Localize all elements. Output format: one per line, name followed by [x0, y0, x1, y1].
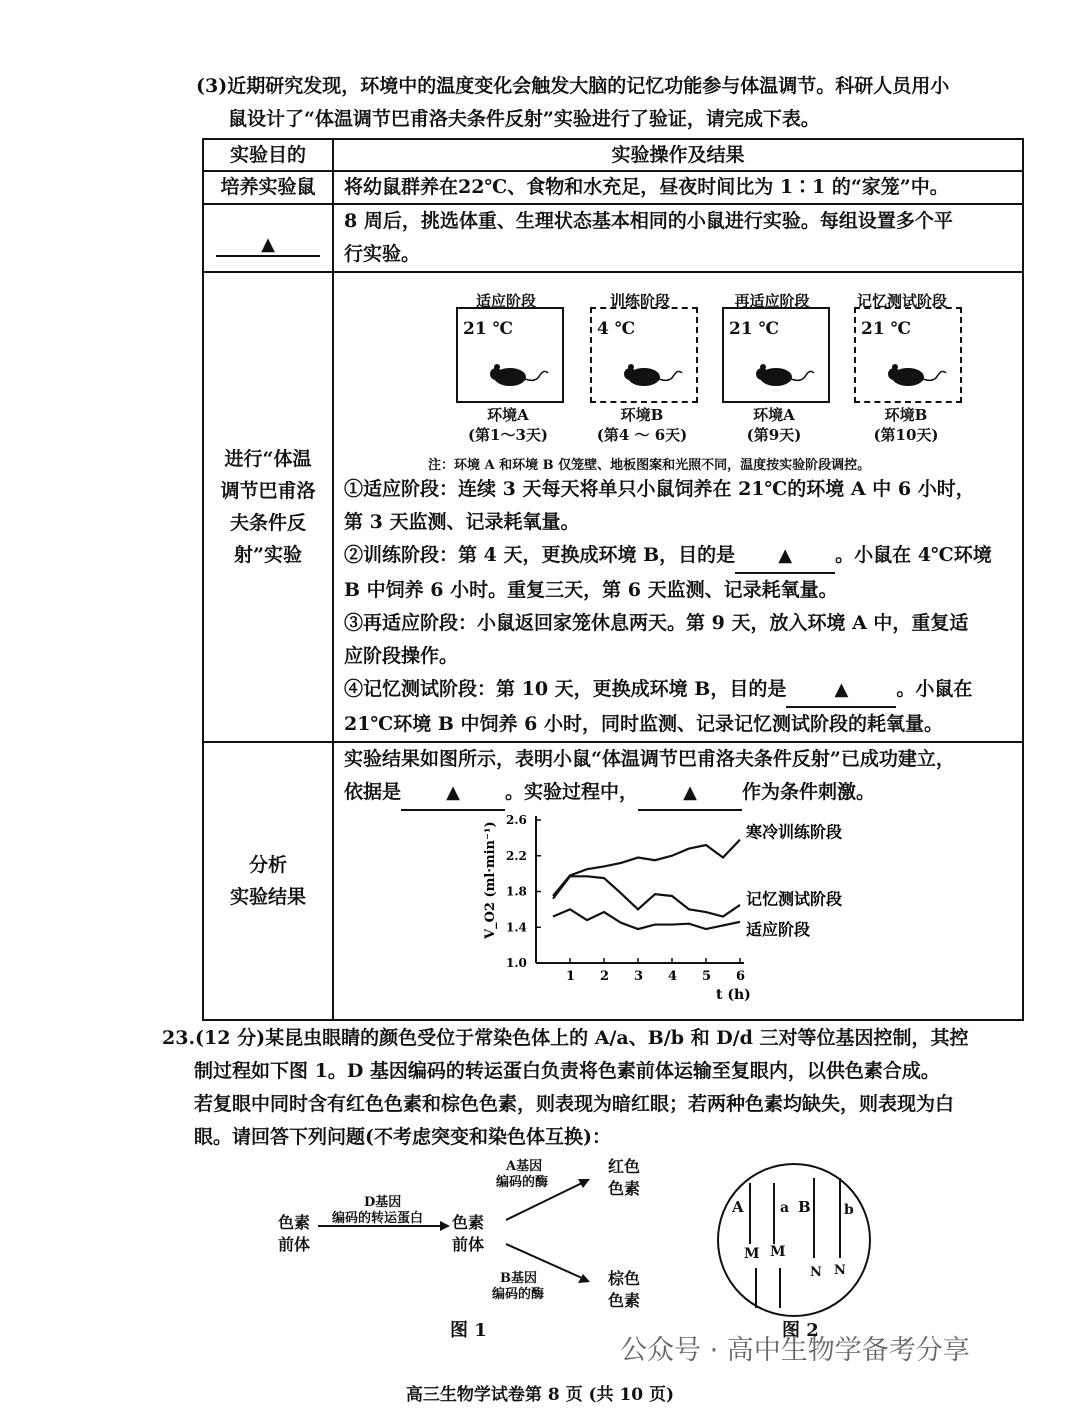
mouse-icon	[886, 361, 948, 389]
stage-temp: 4 ℃	[597, 319, 636, 339]
oxygen-chart	[474, 813, 894, 1013]
figure-1	[260, 1150, 680, 1350]
row4-purpose-l2: 实验结果	[229, 886, 306, 908]
stage-box-2	[590, 307, 698, 403]
stage-box-3	[722, 307, 830, 403]
series-line	[553, 876, 740, 916]
gene-B: B	[798, 1198, 811, 1216]
row2-purpose-blank[interactable]	[203, 204, 333, 272]
page-footer: 高三生物学试卷第 8 页 (共 10 页)	[405, 1385, 675, 1405]
mouse-icon	[622, 361, 684, 389]
x-tick-label: 6	[736, 969, 746, 984]
fig1-upper-label-1: A基因	[506, 1159, 543, 1174]
gene-M2: M	[770, 1244, 786, 1260]
row1-ops: 将幼鼠群养在22℃、食物和水充足，昼夜时间比为 1∶1 的“家笼”中。	[333, 171, 1023, 204]
question-3-intro	[196, 70, 1046, 136]
step4-line2: 21℃环境 B 中饲养 6 小时，同时监测、记录记忆测试阶段的耗氧量。	[344, 713, 943, 735]
fig1-left-node-1: 色素	[278, 1213, 311, 1232]
step3-line2: 应阶段操作。	[344, 645, 459, 667]
q3-line1: (3)近期研究发现，环境中的温度变化会触发大脑的记忆功能参与体温调节。科研人员用小	[196, 75, 950, 97]
fig1-brown-1: 棕色	[608, 1269, 641, 1288]
fig1-caption: 图 1	[450, 1320, 487, 1341]
fig1-red-2: 色素	[608, 1179, 641, 1198]
answer-blank[interactable]: ▲	[401, 776, 505, 811]
y-tick-label: 1.4	[506, 920, 527, 935]
step1-line2: 第 3 天监测、记录耗氧量。	[344, 511, 580, 533]
mouse-icon	[754, 361, 816, 389]
figure-2	[712, 1158, 882, 1343]
q23-line1: 23.(12 分)某昆虫眼睛的颜色受位于常染色体上的 A/a、B/b 和 D/d 三对等位基因控制，其控	[162, 1027, 969, 1049]
fig1-red-1: 红色	[608, 1157, 641, 1176]
answer-blank[interactable]: ▲	[735, 539, 835, 574]
stage-title: 适应阶段	[475, 292, 536, 310]
stage-env: 环境B (第4 ～ 6天)	[596, 406, 688, 444]
watermark: 公众号 · 高中生物学备考分享	[620, 1335, 970, 1366]
q23-line3: 若复眼中同时含有红色色素和棕色色素，则表现为暗红眼；若两种色素均缺失，则表现为白	[194, 1093, 955, 1115]
y-tick-label: 1.0	[506, 956, 527, 970]
x-tick-label: 2	[600, 969, 610, 984]
stage-title: 训练阶段	[609, 292, 670, 310]
y-axis-label: V_O2 (ml·min⁻¹)	[483, 821, 498, 939]
row4-ops	[333, 742, 1023, 1020]
experiment-table	[202, 138, 1024, 1021]
series-label: 适应阶段	[746, 920, 811, 940]
row3-ops	[333, 272, 1023, 742]
step4-line1: ④记忆测试阶段：第 10 天，更换成环境 B，目的是 ▲ 。小鼠在	[344, 673, 1012, 708]
header-purpose: 实验目的	[203, 139, 333, 171]
series-line	[553, 909, 740, 929]
answer-blank[interactable]: ▲	[216, 233, 320, 257]
row2-ops	[333, 204, 1023, 272]
fig1-brown-2: 色素	[608, 1291, 641, 1310]
row3-purpose-l4: 射”实验	[234, 544, 302, 566]
stage-box-1	[456, 307, 564, 403]
answer-blank[interactable]: ▲	[638, 776, 742, 811]
x-tick-label: 3	[634, 969, 644, 984]
answer-blank[interactable]: ▲	[786, 673, 896, 708]
stage-env: 环境A (第9天)	[746, 406, 802, 444]
step1-line1: ①适应阶段：连续 3 天每天将单只小鼠饲养在 21℃的环境 A 中 6 小时，	[344, 478, 975, 500]
stage-title: 记忆测试阶段	[856, 292, 947, 310]
stage-temp: 21 ℃	[729, 319, 779, 339]
gene-N2: N	[834, 1263, 846, 1278]
fig1-lower-label-1: B基因	[500, 1271, 537, 1286]
stages-figure	[344, 273, 1012, 473]
fig1-arrow1-label-2: 编码的转运蛋白	[332, 1211, 424, 1226]
row3-purpose-l1: 进行“体温	[224, 448, 312, 470]
fig1-mid-node-1: 色素	[452, 1213, 485, 1232]
row4-purpose	[203, 742, 333, 1020]
x-axis-label: t (h)	[716, 987, 751, 1003]
row3-purpose-l2: 调节巴甫洛	[220, 480, 316, 502]
gene-a: a	[780, 1200, 790, 1216]
step2-line1: ②训练阶段：第 4 天，更换成环境 B，目的是 ▲ 。小鼠在 4℃环境	[344, 539, 1012, 574]
q23-line2: 制过程如下图 1。D 基因编码的转运蛋白负责将色素前体运输至复眼内，以供色素合成。	[194, 1060, 940, 1082]
q3-line2: 鼠设计了“体温调节巴甫洛夫条件反射”实验进行了验证，请完成下表。	[228, 108, 820, 130]
row2-ops-line1: 8 周后，挑选体重、生理状态基本相同的小鼠进行实验。每组设置多个平	[344, 210, 953, 232]
fig1-arrow1-label-1: D基因	[364, 1195, 402, 1210]
gene-N1: N	[810, 1265, 822, 1280]
y-tick-label: 2.6	[506, 813, 527, 827]
y-tick-label: 2.2	[506, 848, 527, 863]
result-line1: 实验结果如图所示，表明小鼠“体温调节巴甫洛夫条件反射”已成功建立，	[344, 748, 955, 770]
stage-temp: 21 ℃	[861, 319, 911, 339]
y-tick-label: 1.8	[506, 884, 527, 899]
series-line	[553, 840, 740, 896]
row1-purpose: 培养实验鼠	[203, 171, 333, 204]
step3-line1: ③再适应阶段：小鼠返回家笼休息两天。第 9 天，放入环境 A 中，重复适	[344, 612, 969, 634]
gene-b: b	[844, 1202, 854, 1218]
gene-A: A	[732, 1198, 744, 1216]
fig1-mid-node-2: 前体	[452, 1235, 485, 1254]
row3-purpose	[203, 272, 333, 742]
q23-line4: 眼。请回答下列问题(不考虑突变和染色体互换)：	[194, 1126, 611, 1148]
stage-temp: 21 ℃	[463, 319, 513, 339]
stage-env: 环境A (第1～3天)	[467, 406, 549, 444]
fig1-upper-label-2: 编码的酶	[496, 1175, 549, 1190]
fig1-left-node-2: 前体	[278, 1235, 311, 1254]
result-line2: 依据是 ▲ 。实验过程中， ▲ 作为条件刺激。	[344, 776, 1012, 811]
fig2-caption: 图 2	[782, 1320, 819, 1341]
header-ops: 实验操作及结果	[333, 139, 1023, 171]
series-label: 记忆测试阶段	[746, 889, 843, 909]
stage-title: 再适应阶段	[734, 292, 810, 310]
row3-purpose-l3: 夫条件反	[229, 512, 306, 534]
x-tick-label: 4	[668, 969, 678, 984]
step2-line2: B 中饲养 6 小时。重复三天，第 6 天监测、记录耗氧量。	[344, 579, 838, 601]
gene-M1: M	[744, 1246, 760, 1262]
row4-purpose-l1: 分析	[248, 854, 287, 876]
figure-note: 注：环境 A 和环境 B 仅笼壁、地板图案和光照不同，温度按实验阶段调控。	[428, 458, 871, 473]
x-tick-label: 5	[702, 969, 712, 984]
question-23	[162, 1022, 1042, 1154]
fig1-lower-label-2: 编码的酶	[492, 1287, 545, 1302]
row2-ops-line2: 行实验。	[344, 243, 421, 265]
x-tick-label: 1	[566, 969, 576, 984]
mouse-icon	[488, 361, 550, 389]
stage-box-4	[854, 307, 962, 403]
series-label: 寒冷训练阶段	[746, 822, 843, 842]
stage-env: 环境B (第10天)	[873, 406, 939, 444]
